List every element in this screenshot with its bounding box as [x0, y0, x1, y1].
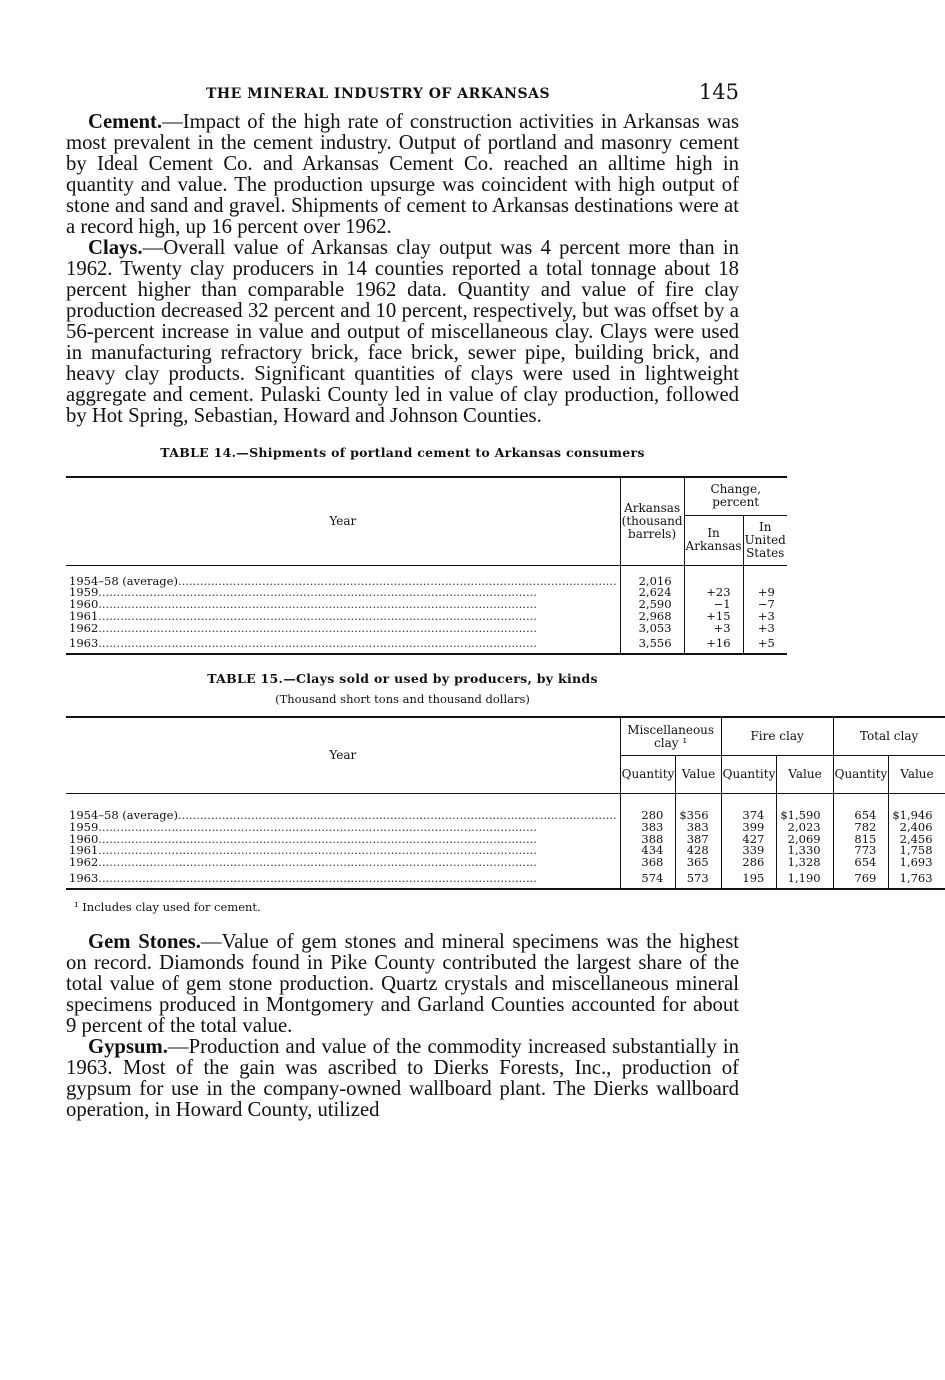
- t15-fv-cell: 1,190: [777, 869, 833, 889]
- t15-mv-cell: 365: [676, 857, 721, 869]
- t15-tv-cell: 2,456: [889, 834, 945, 846]
- gypsum-paragraph: [66, 1037, 739, 1121]
- t14-in-arkansas-cell: [684, 565, 743, 587]
- page-number: 145: [698, 80, 739, 104]
- t14-in-us-cell: +9: [743, 587, 787, 599]
- page-header: [66, 78, 739, 112]
- t14-year-header: Year: [329, 513, 357, 528]
- t14-in-arkansas-cell: +3: [684, 623, 743, 635]
- t15-tv-cell: 1,693: [889, 857, 945, 869]
- t14-in-us-cell: +3: [743, 623, 787, 635]
- leader-dots: ........................................................................................................................: [98, 819, 537, 834]
- t15-tq-cell: 773: [833, 845, 889, 857]
- leader-dots: ........................................................................................................................: [177, 807, 617, 822]
- t15-year-cell: 1954–58 (average)........................................................................................................................: [69, 807, 617, 822]
- t14-year-cell: 1954–58 (average)........................................................................................................................: [69, 573, 617, 588]
- t15-fv-cell: 1,328: [777, 857, 833, 869]
- t15-mv-cell: 428: [676, 845, 721, 857]
- t14-arkansas-cell: 2,968: [620, 611, 684, 623]
- t14-in-arkansas-cell: −1: [684, 599, 743, 611]
- t15-mv-cell: 573: [676, 869, 721, 889]
- t15-mq-cell: 383: [620, 822, 676, 834]
- cement-text: —Impact of the high rate of construction activities in Arkansas was most prevalent in the cement industry. Output of portland and masonry cement by Ideal Cement Co. and Arkansas Cement Co. reached an alltime high in quantity and value. The production upsurge was coincident with high output of stone and sand and gravel. Shipments of cement to Arkansas destinations were at a record high, up 16 percent over 1962.: [66, 111, 739, 238]
- t15-fire-quantity-header: Quantity: [721, 755, 777, 793]
- gypsum-lead: Gypsum.: [88, 1035, 168, 1058]
- t15-year-cell: 1959........................................................................................................................: [69, 819, 537, 834]
- leader-dots: ........................................................................................................................: [98, 585, 537, 600]
- t15-misc-header: Miscellaneous clay ¹: [620, 717, 721, 755]
- table15-footnote: ¹ Includes clay used for cement.: [74, 899, 261, 914]
- t14-in-arkansas-header: In Arkansas: [684, 515, 743, 565]
- t15-tq-cell: 654: [833, 857, 889, 869]
- t15-tv-cell: 1,763: [889, 869, 945, 889]
- gems-lead: Gem Stones.: [88, 930, 201, 953]
- t14-in-us-cell: −7: [743, 599, 787, 611]
- t15-fv-cell: 2,069: [777, 834, 833, 846]
- t15-fq-cell: 195: [721, 869, 777, 889]
- t14-in-us-cell: +3: [743, 611, 787, 623]
- t15-tq-cell: 815: [833, 834, 889, 846]
- table-row: [66, 565, 787, 587]
- t14-year-cell: 1959........................................................................................................................: [69, 585, 537, 600]
- t14-in-us-cell: +5: [743, 634, 787, 654]
- clays-text: —Overall value of Arkansas clay output was 4 percent more than in 1962. Twenty clay producers in 14 counties reported a total tonnage about 18 percent higher than comparable 1962 data. Quantity and value of fire clay production decreased 32 percent and 10 percent, respectively, but was offset by a 56-percent increase in value and output of miscellaneous clay. Clays were used in manufacturing refractory brick, face brick, sewer pipe, building brick, and heavy clay products. Significant quantities of clays were used in lightweight aggregate and cement. Pulaski County led in value of clay production, followed by Hot Spring, Sebastian, Howard and Johnson Counties.: [66, 237, 739, 427]
- t15-misc-quantity-header: Quantity: [620, 755, 676, 793]
- t15-year-cell: 1960........................................................................................................................: [69, 831, 537, 846]
- clays-lead: Clays.: [88, 237, 143, 259]
- t15-fq-cell: 339: [721, 845, 777, 857]
- t15-tq-cell: 782: [833, 822, 889, 834]
- table15-caption: TABLE 15.—Clays sold or used by producers, by kinds: [207, 671, 598, 687]
- t15-total-value-header: Value: [889, 755, 945, 793]
- leader-dots: ........................................................................................................................: [98, 855, 537, 870]
- t14-in-arkansas-cell: +16: [684, 634, 743, 654]
- t15-fq-cell: 374: [721, 793, 777, 821]
- t15-mq-cell: 434: [620, 845, 676, 857]
- t15-mv-cell: $356: [676, 793, 721, 821]
- t14-in-us-cell: [743, 565, 787, 587]
- t14-arkansas-cell: 2,590: [620, 599, 684, 611]
- leader-dots: ........................................................................................................................: [98, 870, 537, 885]
- t15-fv-cell: 1,330: [777, 845, 833, 857]
- t14-year-cell: 1961........................................................................................................................: [69, 608, 537, 623]
- t15-year-header: Year: [329, 748, 357, 763]
- table-row: [66, 634, 787, 654]
- t15-fq-cell: 399: [721, 822, 777, 834]
- t15-fire-value-header: Value: [777, 755, 833, 793]
- table-row: [66, 857, 945, 869]
- t14-arkansas-cell: 2,016: [620, 565, 684, 587]
- leader-dots: ........................................................................................................................: [98, 831, 537, 846]
- table-row: [66, 623, 787, 635]
- t15-year-cell: 1961........................................................................................................................: [69, 843, 537, 858]
- t15-mq-cell: 280: [620, 793, 676, 821]
- t15-fv-cell: 2,023: [777, 822, 833, 834]
- t15-mv-cell: 383: [676, 822, 721, 834]
- t15-mq-cell: 388: [620, 834, 676, 846]
- leader-dots: ........................................................................................................................: [98, 620, 537, 635]
- t14-in-arkansas-cell: +15: [684, 611, 743, 623]
- t14-in-us-header: In United States: [743, 515, 787, 565]
- gems-paragraph: [66, 932, 739, 1037]
- t15-total-quantity-header: Quantity: [833, 755, 889, 793]
- page: [66, 78, 934, 1121]
- t15-mq-cell: 574: [620, 869, 676, 889]
- t14-year-cell: 1960........................................................................................................................: [69, 597, 537, 612]
- running-title: THE MINERAL INDUSTRY OF ARKANSAS: [206, 86, 551, 102]
- t14-year-cell: 1962........................................................................................................................: [69, 620, 537, 635]
- leader-dots: ........................................................................................................................: [98, 608, 537, 623]
- t15-tv-cell: $1,946: [889, 793, 945, 821]
- t14-change-header: Change, percent: [684, 477, 787, 515]
- t15-fv-cell: $1,590: [777, 793, 833, 821]
- t15-tv-cell: 1,758: [889, 845, 945, 857]
- gems-text: —Value of gem stones and mineral specimens was the highest on record. Diamonds found in Pike County contributed the largest share of the total value of gem stone production. Quartz crystals and miscellaneous mineral specimens produced in Montgomery and Garland Counties accounted for about 9 percent of the total value.: [66, 930, 740, 1037]
- cement-paragraph: [66, 112, 739, 238]
- t15-fq-cell: 286: [721, 857, 777, 869]
- leader-dots: ........................................................................................................................: [98, 597, 537, 612]
- table14: [66, 476, 787, 655]
- t15-mv-cell: 387: [676, 834, 721, 846]
- t14-arkansas-cell: 2,624: [620, 587, 684, 599]
- t15-mq-cell: 368: [620, 857, 676, 869]
- t15-tv-cell: 2,406: [889, 822, 945, 834]
- leader-dots: ........................................................................................................................: [98, 636, 537, 651]
- table15: [66, 716, 945, 889]
- t14-in-arkansas-cell: +23: [684, 587, 743, 599]
- table-row: [66, 869, 945, 889]
- t15-tq-cell: 654: [833, 793, 889, 821]
- t15-tq-cell: 769: [833, 869, 889, 889]
- t14-arkansas-header: Arkansas (thousand barrels): [620, 477, 684, 565]
- t15-misc-value-header: Value: [676, 755, 721, 793]
- t14-arkansas-cell: 3,053: [620, 623, 684, 635]
- t14-arkansas-cell: 3,556: [620, 634, 684, 654]
- table-row: [66, 793, 945, 821]
- leader-dots: ........................................................................................................................: [98, 843, 537, 858]
- gypsum-text: —Production and value of the commodity increased substantially in 1963. Most of the gain was ascribed to Dierks Forests, Inc., production of gypsum for use in the company-owned wallboard plant. The Dierks wallboard operation, in Howard County, utilized: [66, 1035, 739, 1121]
- cement-lead: Cement.: [88, 111, 163, 133]
- t15-year-cell: 1963........................................................................................................................: [69, 870, 537, 885]
- leader-dots: ........................................................................................................................: [177, 573, 617, 588]
- t14-year-cell: 1963........................................................................................................................: [69, 636, 537, 651]
- t15-year-cell: 1962........................................................................................................................: [69, 855, 537, 870]
- table14-caption: TABLE 14.—Shipments of portland cement to Arkansas consumers: [160, 445, 645, 460]
- t15-fire-header: Fire clay: [721, 717, 833, 755]
- t15-total-header: Total clay: [833, 717, 944, 755]
- t15-fq-cell: 427: [721, 834, 777, 846]
- table15-subcaption: (Thousand short tons and thousand dollars): [275, 692, 530, 707]
- clays-paragraph: [66, 238, 739, 427]
